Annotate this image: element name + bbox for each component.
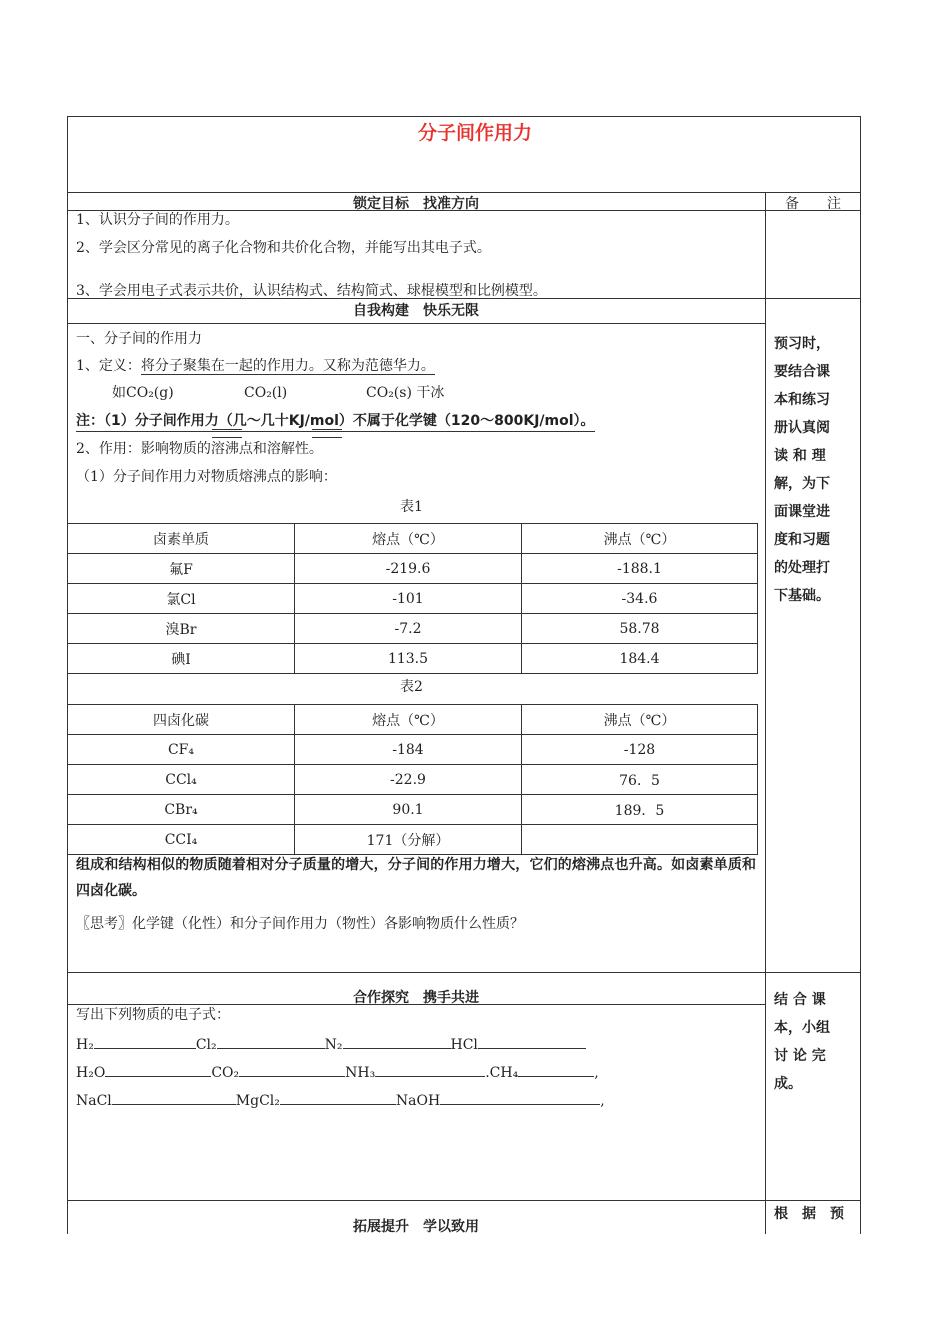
answer-blank[interactable] — [478, 1034, 586, 1049]
table-header-cell: 沸点（℃） — [522, 705, 758, 735]
table-cell: -7.2 — [295, 614, 522, 644]
table-cell: -22.9 — [295, 765, 522, 795]
remark-line: 根 据 预 — [774, 1206, 844, 1222]
comma: , — [594, 1065, 599, 1081]
answer-blank[interactable] — [280, 1090, 396, 1105]
goal-1: 1、认识分子间的作用力。 — [76, 212, 239, 228]
table-cell: -128 — [522, 735, 758, 765]
table-cell: 76．5 — [522, 765, 758, 795]
rule-after-build — [67, 972, 861, 973]
rule-build-header — [67, 323, 765, 324]
table-cell: 90.1 — [295, 795, 522, 825]
table-cell: CCI₄ — [68, 825, 295, 855]
remark-line: 度和习题 — [774, 532, 830, 548]
equilibrium-arrows-2 — [312, 429, 342, 438]
example-co2-gas: 如CO₂(g) — [112, 385, 174, 401]
table-row — [68, 554, 758, 584]
formula-row-1 — [76, 1034, 586, 1054]
formula-nh3: NH₃ — [345, 1065, 376, 1081]
frame-right — [860, 116, 861, 1234]
table-cell: 碘I — [68, 644, 295, 674]
goals-header: 锁定目标 找准方向 — [353, 196, 479, 212]
formula-h2: H₂ — [76, 1037, 94, 1053]
table-cell: 氟F — [68, 554, 295, 584]
formula-naoh: NaOH — [395, 1093, 441, 1109]
table-row — [68, 825, 758, 855]
table-cell: 溴Br — [68, 614, 295, 644]
answer-blank[interactable] — [375, 1062, 485, 1077]
remark-line: 的处理打 — [774, 560, 830, 576]
remarks-extend — [774, 1200, 858, 1228]
table-cell — [522, 825, 758, 855]
remark-line: 成。 — [774, 1076, 802, 1092]
table2-caption: 表2 — [400, 679, 423, 695]
remark-line: 要结合课 — [774, 364, 830, 380]
table-cell: -101 — [295, 584, 522, 614]
table-row — [68, 644, 758, 674]
table-row — [68, 735, 758, 765]
table-header-cell: 沸点（℃） — [522, 524, 758, 554]
table-header-cell: 四卤化碳 — [68, 705, 295, 735]
note-text: 注：（1）分子间作用力（几～几十KJ/mol）不属于化学键（120～800KJ/mol）。 — [76, 413, 595, 432]
table-row — [68, 524, 758, 554]
table2 — [67, 704, 758, 855]
remark-line: 面课堂进 — [774, 504, 830, 520]
table-cell: 氯Cl — [68, 584, 295, 614]
table-row — [68, 765, 758, 795]
table-cell: 58.78 — [522, 614, 758, 644]
example-co2-liquid: CO₂(l) — [244, 385, 288, 401]
answer-blank[interactable] — [112, 1090, 236, 1105]
formula-mgcl2: MgCl₂ — [235, 1093, 280, 1109]
table-row — [68, 795, 758, 825]
formula-hcl: HCl — [450, 1037, 478, 1053]
effect-line: 2、作用：影响物质的溶沸点和溶解性。 — [76, 441, 323, 457]
formula-cl2: Cl₂ — [195, 1037, 217, 1053]
formula-n2: N₂ — [324, 1037, 343, 1053]
definition-label: 1、定义： — [76, 358, 141, 374]
table-header-cell: 熔点（℃） — [295, 524, 522, 554]
answer-blank[interactable] — [94, 1034, 196, 1049]
remark-line: 下基础。 — [774, 588, 830, 604]
table1 — [67, 523, 758, 674]
table-row — [68, 584, 758, 614]
remark-line: 结 合 课 — [774, 992, 826, 1008]
table-cell: CF₄ — [68, 735, 295, 765]
table-header-cell: 熔点（℃） — [295, 705, 522, 735]
table-cell: 184.4 — [522, 644, 758, 674]
formula-nacl: NaCl — [76, 1093, 112, 1109]
remark-line: 读 和 理 — [774, 448, 826, 464]
table-cell: 171（分解） — [295, 825, 522, 855]
remark-line: 解，为下 — [774, 476, 830, 492]
rule-after-coop — [67, 1200, 861, 1201]
effect-subline: （1）分子间作用力对物质熔沸点的影响： — [76, 469, 337, 485]
formula-h2o: H₂O — [76, 1065, 106, 1081]
table-cell: 189．5 — [522, 795, 758, 825]
table-cell: 113.5 — [295, 644, 522, 674]
frame-left — [67, 116, 68, 1234]
formula-row-2 — [76, 1062, 599, 1082]
remark-line: 预习时， — [774, 336, 830, 352]
table-cell: -184 — [295, 735, 522, 765]
definition-line — [76, 357, 435, 375]
table-row — [68, 614, 758, 644]
table1-caption: 表1 — [400, 499, 423, 515]
formula-row-3 — [76, 1090, 605, 1110]
formula-co2: CO₂ — [211, 1065, 240, 1081]
answer-blank[interactable] — [518, 1062, 594, 1077]
build-header: 自我构建 快乐无限 — [353, 303, 479, 319]
remark-line: 讨 论 完 — [774, 1048, 826, 1064]
remark-line: 本，小组 — [774, 1020, 830, 1036]
table-cell: CCl₄ — [68, 765, 295, 795]
think-question: 〖思考〗化学键（化性）和分子间作用力（物性）各影响物质什么性质？ — [76, 916, 524, 932]
example-co2-solid: CO₂(s) 干冰 — [366, 385, 445, 401]
coop-header: 合作探究 携手共进 — [353, 990, 479, 1006]
note-line — [76, 412, 595, 430]
remarks-header: 备 注 — [785, 196, 841, 212]
remarks-preview — [774, 330, 854, 610]
page-title: 分子间作用力 — [417, 122, 532, 144]
extend-header: 拓展提升 学以致用 — [353, 1219, 479, 1235]
table-cell: -219.6 — [295, 554, 522, 584]
answer-blank[interactable] — [440, 1090, 600, 1105]
remark-line: 册认真阅 — [774, 420, 830, 436]
answer-blank[interactable] — [239, 1062, 345, 1077]
answer-blank[interactable] — [217, 1034, 325, 1049]
remarks-coop — [774, 986, 854, 1098]
answer-blank[interactable] — [343, 1034, 451, 1049]
frame-top — [67, 116, 861, 117]
definition-text: 将分子聚集在一起的作用力。又称为范德华力。 — [140, 358, 435, 374]
table-row — [68, 705, 758, 735]
remark-line: 本和练习 — [774, 392, 830, 408]
table-cell: -34.6 — [522, 584, 758, 614]
goal-2: 2、学会区分常见的离子化合物和共价化合物，并能写出其电子式。 — [76, 240, 491, 256]
section-heading: 一、分子间的作用力 — [76, 331, 202, 347]
comma: , — [600, 1093, 605, 1109]
formula-ch4: .CH₄ — [485, 1065, 519, 1081]
table-cell: CBr₄ — [68, 795, 295, 825]
goal-3: 3、学会用电子式表示共价，认识结构式、结构简式、球棍模型和比例模型。 — [76, 283, 547, 299]
equilibrium-arrows-1 — [212, 429, 242, 438]
table-cell: -188.1 — [522, 554, 758, 584]
coop-intro: 写出下列物质的电子式： — [76, 1007, 230, 1023]
conclusion-text: 组成和结构相似的物质随着相对分子质量的增大，分子间的作用力增大，它们的熔沸点也升高。如卤素单质和四卤化碳。 — [76, 857, 756, 899]
table-header-cell: 卤素单质 — [68, 524, 295, 554]
answer-blank[interactable] — [105, 1062, 211, 1077]
remarks-divider — [765, 192, 766, 1234]
